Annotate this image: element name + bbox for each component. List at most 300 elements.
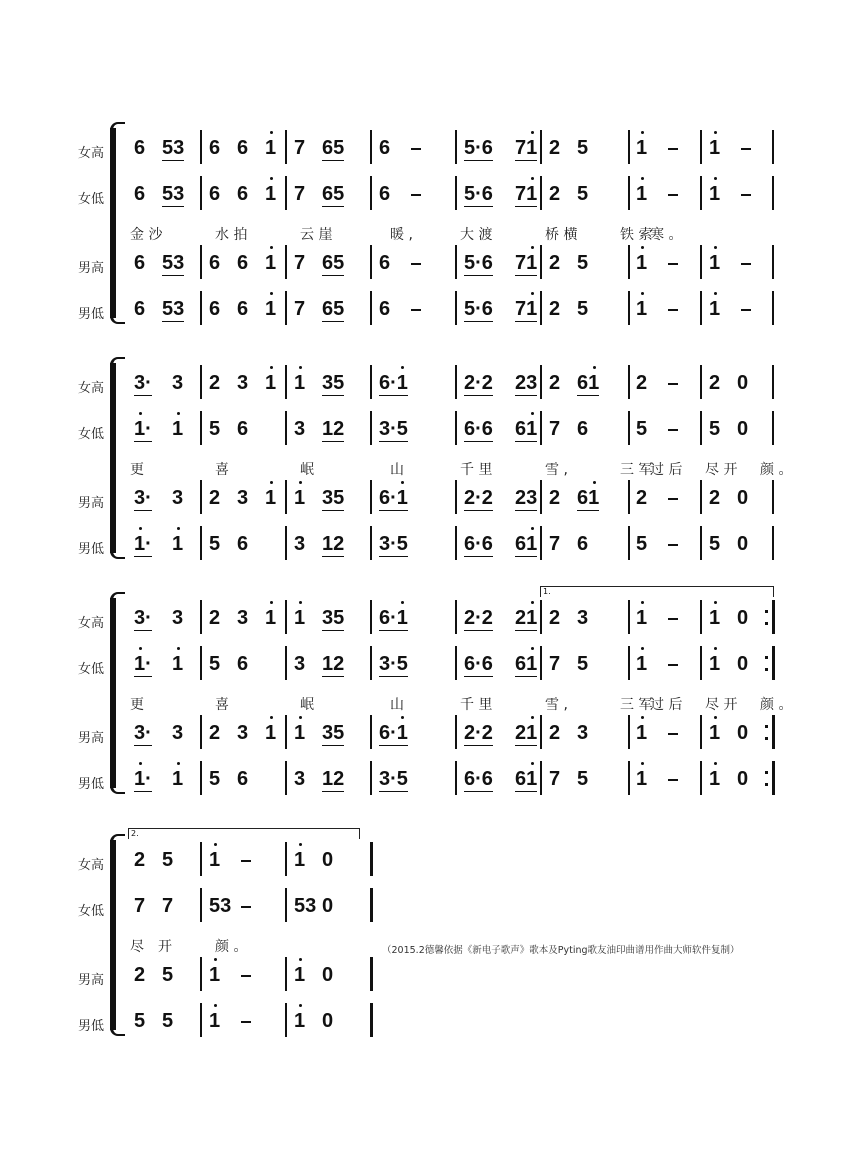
barline [200, 888, 202, 922]
barline [700, 365, 702, 399]
barline [628, 600, 630, 634]
note: 71 [515, 183, 538, 205]
note: 1 [265, 183, 277, 205]
voice-label: 男高 [78, 496, 105, 511]
staff-row [0, 840, 862, 880]
note: 6 [577, 533, 589, 555]
note: 5·6 [464, 298, 493, 320]
note: 0 [322, 964, 334, 986]
note: 12 [322, 653, 345, 675]
note: 2 [549, 607, 561, 629]
barline [370, 888, 373, 922]
barline [370, 411, 372, 445]
lyric: 岷 [300, 462, 314, 478]
note: 5 [162, 964, 174, 986]
lyric: 尽 [130, 939, 144, 955]
sustain-dash [411, 194, 421, 196]
note: 53 [294, 895, 317, 917]
barline [285, 600, 287, 634]
note: 0 [737, 768, 749, 790]
lyrics-row [0, 220, 862, 260]
lyric: 金 沙 [130, 227, 163, 243]
barline [285, 411, 287, 445]
note: 6·6 [464, 768, 493, 790]
voice-label: 男高 [78, 731, 105, 746]
note: 1 [709, 653, 721, 675]
volta-number: 1. [543, 587, 551, 596]
staff-row [0, 289, 862, 329]
note: 1 [265, 372, 277, 394]
credit-note: （2015.2德馨依据《新电子歌声》歌本及Pyting歌友油印曲谱用作曲大师软件复制） [382, 945, 740, 956]
note: 1 [709, 183, 721, 205]
voice-label: 女低 [78, 904, 105, 919]
sustain-dash [668, 618, 678, 620]
lyric: 寒 。 [650, 227, 683, 243]
note: 6 [237, 768, 249, 790]
barline [540, 761, 542, 795]
lyric: 喜 [215, 697, 229, 713]
note: 12 [322, 768, 345, 790]
note: 5·6 [464, 183, 493, 205]
sustain-dash [241, 975, 251, 977]
barline [285, 130, 287, 164]
voice-label: 男低 [78, 777, 105, 792]
voice-label: 男高 [78, 261, 105, 276]
note: 2 [636, 372, 648, 394]
lyric: 桥 横 [545, 227, 578, 243]
note: 7 [549, 768, 561, 790]
note: 3 [237, 372, 249, 394]
note: 35 [322, 487, 345, 509]
note: 3 [577, 607, 589, 629]
barline [455, 646, 457, 680]
note: 3 [294, 533, 306, 555]
note: 2 [549, 722, 561, 744]
barline [540, 646, 542, 680]
staff-row [0, 363, 862, 403]
note: 65 [322, 137, 345, 159]
note: 1· [134, 418, 152, 440]
barline [700, 130, 702, 164]
sustain-dash [668, 383, 678, 385]
lyric: 过 后 [650, 462, 683, 478]
voice-label: 男高 [78, 973, 105, 988]
note: 5 [162, 849, 174, 871]
note: 53 [162, 183, 185, 205]
note: 5 [209, 418, 221, 440]
barline [772, 761, 775, 795]
note: 1 [209, 964, 221, 986]
lyric: 雪 , [545, 462, 568, 478]
note: 1 [265, 487, 277, 509]
barline [370, 761, 372, 795]
note: 7 [294, 298, 306, 320]
sustain-dash [668, 733, 678, 735]
note: 1 [294, 1010, 306, 1032]
voice-label: 女低 [78, 192, 105, 207]
voice-label: 女低 [78, 427, 105, 442]
barline [370, 526, 372, 560]
barline [455, 365, 457, 399]
sustain-dash [241, 860, 251, 862]
voice-label: 女低 [78, 662, 105, 677]
note: 6·1 [379, 487, 408, 509]
note: 2 [549, 183, 561, 205]
sustain-dash [241, 1021, 251, 1023]
note: 5 [577, 183, 589, 205]
note: 21 [515, 607, 538, 629]
barline [540, 600, 542, 634]
note: 7 [294, 252, 306, 274]
note: 1 [209, 1010, 221, 1032]
note: 1 [265, 298, 277, 320]
voice-label: 女高 [78, 858, 105, 873]
note: 2 [134, 964, 146, 986]
barline [540, 365, 542, 399]
note: 0 [737, 372, 749, 394]
note: 1 [172, 768, 184, 790]
lyric: 更 [130, 462, 144, 478]
note: 2 [209, 372, 221, 394]
note: 2 [209, 722, 221, 744]
note: 5 [209, 533, 221, 555]
note: 1 [636, 298, 648, 320]
barline [772, 646, 775, 680]
staff-row [0, 759, 862, 799]
note: 1 [172, 533, 184, 555]
staff-row [0, 598, 862, 638]
barline [628, 526, 630, 560]
barline [200, 600, 202, 634]
note: 1 [294, 722, 306, 744]
note: 5 [577, 252, 589, 274]
staff-row [0, 886, 862, 926]
note: 5 [577, 768, 589, 790]
barline [285, 761, 287, 795]
volta-bracket [128, 828, 360, 839]
note: 5 [636, 418, 648, 440]
voice-label: 女高 [78, 381, 105, 396]
note: 6 [237, 418, 249, 440]
barline [628, 411, 630, 445]
note: 61 [515, 418, 538, 440]
note: 5 [209, 768, 221, 790]
note: 65 [322, 183, 345, 205]
barline [700, 600, 702, 634]
note: 0 [737, 487, 749, 509]
sustain-dash [668, 779, 678, 781]
note: 3 [294, 653, 306, 675]
note: 3 [172, 722, 184, 744]
lyric: 千 里 [460, 697, 493, 713]
note: 1 [294, 607, 306, 629]
note: 1 [209, 849, 221, 871]
note: 0 [737, 533, 749, 555]
note: 2 [549, 487, 561, 509]
note: 5 [636, 533, 648, 555]
note: 7 [162, 895, 174, 917]
note: 6 [237, 298, 249, 320]
note: 3· [134, 607, 152, 629]
barline [628, 176, 630, 210]
lyric: 三 军 [620, 697, 653, 713]
note: 65 [322, 298, 345, 320]
note: 5 [577, 298, 589, 320]
barline [772, 526, 774, 560]
barline [772, 365, 774, 399]
barline [540, 176, 542, 210]
note: 3 [577, 722, 589, 744]
staff-row [0, 524, 862, 564]
barline [455, 291, 457, 325]
note: 23 [515, 372, 538, 394]
note: 2 [549, 298, 561, 320]
note: 2·2 [464, 722, 493, 744]
barline [370, 176, 372, 210]
note: 1 [636, 607, 648, 629]
note: 1 [709, 768, 721, 790]
barline [455, 600, 457, 634]
staff-row [0, 409, 862, 449]
lyric: 大 渡 [460, 227, 493, 243]
sustain-dash [411, 148, 421, 150]
note: 5 [577, 137, 589, 159]
barline [285, 526, 287, 560]
note: 1· [134, 653, 152, 675]
lyric: 开 [158, 939, 172, 955]
note: 1 [265, 607, 277, 629]
note: 53 [209, 895, 232, 917]
note: 6 [379, 137, 391, 159]
note: 2 [209, 487, 221, 509]
note: 1· [134, 768, 152, 790]
lyric: 三 军 [620, 462, 653, 478]
barline [700, 291, 702, 325]
note: 2 [549, 137, 561, 159]
note: 1 [709, 298, 721, 320]
note: 1 [294, 964, 306, 986]
sustain-dash [411, 263, 421, 265]
lyric: 颜 。 [215, 939, 248, 955]
note: 6·1 [379, 372, 408, 394]
note: 53 [162, 252, 185, 274]
note: 61 [515, 653, 538, 675]
voice-label: 男低 [78, 1019, 105, 1034]
note: 53 [162, 137, 185, 159]
lyric: 雪 , [545, 697, 568, 713]
note: 1 [265, 252, 277, 274]
sustain-dash [668, 664, 678, 666]
note: 3 [237, 487, 249, 509]
barline [628, 761, 630, 795]
lyric: 颜 。 [760, 697, 793, 713]
barline [455, 130, 457, 164]
barline [540, 291, 542, 325]
note: 6 [209, 183, 221, 205]
note: 0 [322, 895, 334, 917]
barline [772, 291, 774, 325]
lyric: 云 崖 [300, 227, 333, 243]
barline [200, 291, 202, 325]
note: 35 [322, 722, 345, 744]
note: 2·2 [464, 607, 493, 629]
barline [370, 1003, 373, 1037]
note: 3 [237, 607, 249, 629]
barline [700, 526, 702, 560]
note: 23 [515, 487, 538, 509]
note: 1 [294, 487, 306, 509]
note: 71 [515, 137, 538, 159]
note: 6 [577, 418, 589, 440]
sustain-dash [241, 906, 251, 908]
note: 3· [134, 487, 152, 509]
barline [285, 365, 287, 399]
note: 3 [172, 607, 184, 629]
staff-row [0, 174, 862, 214]
note: 1 [709, 607, 721, 629]
note: 6 [209, 252, 221, 274]
barline [628, 365, 630, 399]
sustain-dash [668, 309, 678, 311]
lyric: 尽 开 [705, 697, 738, 713]
barline [772, 130, 774, 164]
note: 61 [577, 487, 600, 509]
barline [285, 842, 287, 876]
note: 6 [209, 137, 221, 159]
note: 6 [134, 298, 146, 320]
note: 7 [134, 895, 146, 917]
note: 6 [134, 137, 146, 159]
voice-label: 女高 [78, 146, 105, 161]
note: 61 [515, 533, 538, 555]
sustain-dash [741, 194, 751, 196]
barline [455, 761, 457, 795]
note: 3· [134, 372, 152, 394]
note: 3·5 [379, 653, 408, 675]
staff-row [0, 128, 862, 168]
barline [700, 646, 702, 680]
note: 2 [549, 372, 561, 394]
note: 2 [709, 487, 721, 509]
barline [540, 130, 542, 164]
note: 2 [709, 372, 721, 394]
note: 6 [379, 183, 391, 205]
note: 6 [237, 533, 249, 555]
lyric: 尽 开 [705, 462, 738, 478]
lyric: 暖 , [390, 227, 413, 243]
note: 5 [577, 653, 589, 675]
note: 1 [636, 768, 648, 790]
note: 12 [322, 418, 345, 440]
note: 2·2 [464, 487, 493, 509]
note: 6 [379, 298, 391, 320]
note: 6 [134, 183, 146, 205]
note: 1 [265, 137, 277, 159]
note: 6 [209, 298, 221, 320]
note: 2 [134, 849, 146, 871]
note: 1 [636, 137, 648, 159]
staff-row [0, 644, 862, 684]
note: 1 [172, 653, 184, 675]
sustain-dash [668, 148, 678, 150]
barline [370, 600, 372, 634]
note: 1 [636, 722, 648, 744]
barline [200, 646, 202, 680]
note: 1 [709, 252, 721, 274]
note: 1 [709, 722, 721, 744]
note: 2 [549, 252, 561, 274]
note: 0 [322, 1010, 334, 1032]
note: 7 [549, 418, 561, 440]
note: 3 [294, 418, 306, 440]
note: 5·6 [464, 137, 493, 159]
note: 3 [172, 487, 184, 509]
barline [200, 411, 202, 445]
note: 0 [737, 607, 749, 629]
note: 6·1 [379, 722, 408, 744]
lyric: 颜 。 [760, 462, 793, 478]
note: 6 [237, 252, 249, 274]
note: 6·6 [464, 418, 493, 440]
note: 5·6 [464, 252, 493, 274]
voice-label: 女高 [78, 616, 105, 631]
note: 1 [709, 137, 721, 159]
note: 6 [134, 252, 146, 274]
note: 1 [294, 849, 306, 871]
note: 53 [162, 298, 185, 320]
lyric: 铁 索 [620, 227, 653, 243]
barline [200, 130, 202, 164]
note: 3 [294, 768, 306, 790]
barline [772, 176, 774, 210]
note: 5 [709, 418, 721, 440]
note: 6 [237, 137, 249, 159]
note: 6 [379, 252, 391, 274]
barline [772, 411, 774, 445]
barline [540, 411, 542, 445]
note: 2 [209, 607, 221, 629]
lyric: 水 拍 [215, 227, 248, 243]
barline [285, 1003, 287, 1037]
lyric: 千 里 [460, 462, 493, 478]
note: 35 [322, 607, 345, 629]
sustain-dash [668, 194, 678, 196]
barline [772, 600, 775, 634]
note: 3·5 [379, 768, 408, 790]
barline [370, 365, 372, 399]
barline [455, 411, 457, 445]
barline [700, 176, 702, 210]
barline [540, 526, 542, 560]
note: 65 [322, 252, 345, 274]
note: 35 [322, 372, 345, 394]
barline [455, 526, 457, 560]
note: 12 [322, 533, 345, 555]
lyric: 山 [390, 697, 404, 713]
barline [200, 176, 202, 210]
note: 1 [265, 722, 277, 744]
note: 5 [162, 1010, 174, 1032]
note: 1 [636, 183, 648, 205]
note: 3·5 [379, 418, 408, 440]
lyrics-row [0, 455, 862, 495]
sustain-dash [741, 263, 751, 265]
note: 71 [515, 252, 538, 274]
barline [455, 176, 457, 210]
note: 1 [172, 418, 184, 440]
sustain-dash [741, 309, 751, 311]
barline [370, 130, 372, 164]
